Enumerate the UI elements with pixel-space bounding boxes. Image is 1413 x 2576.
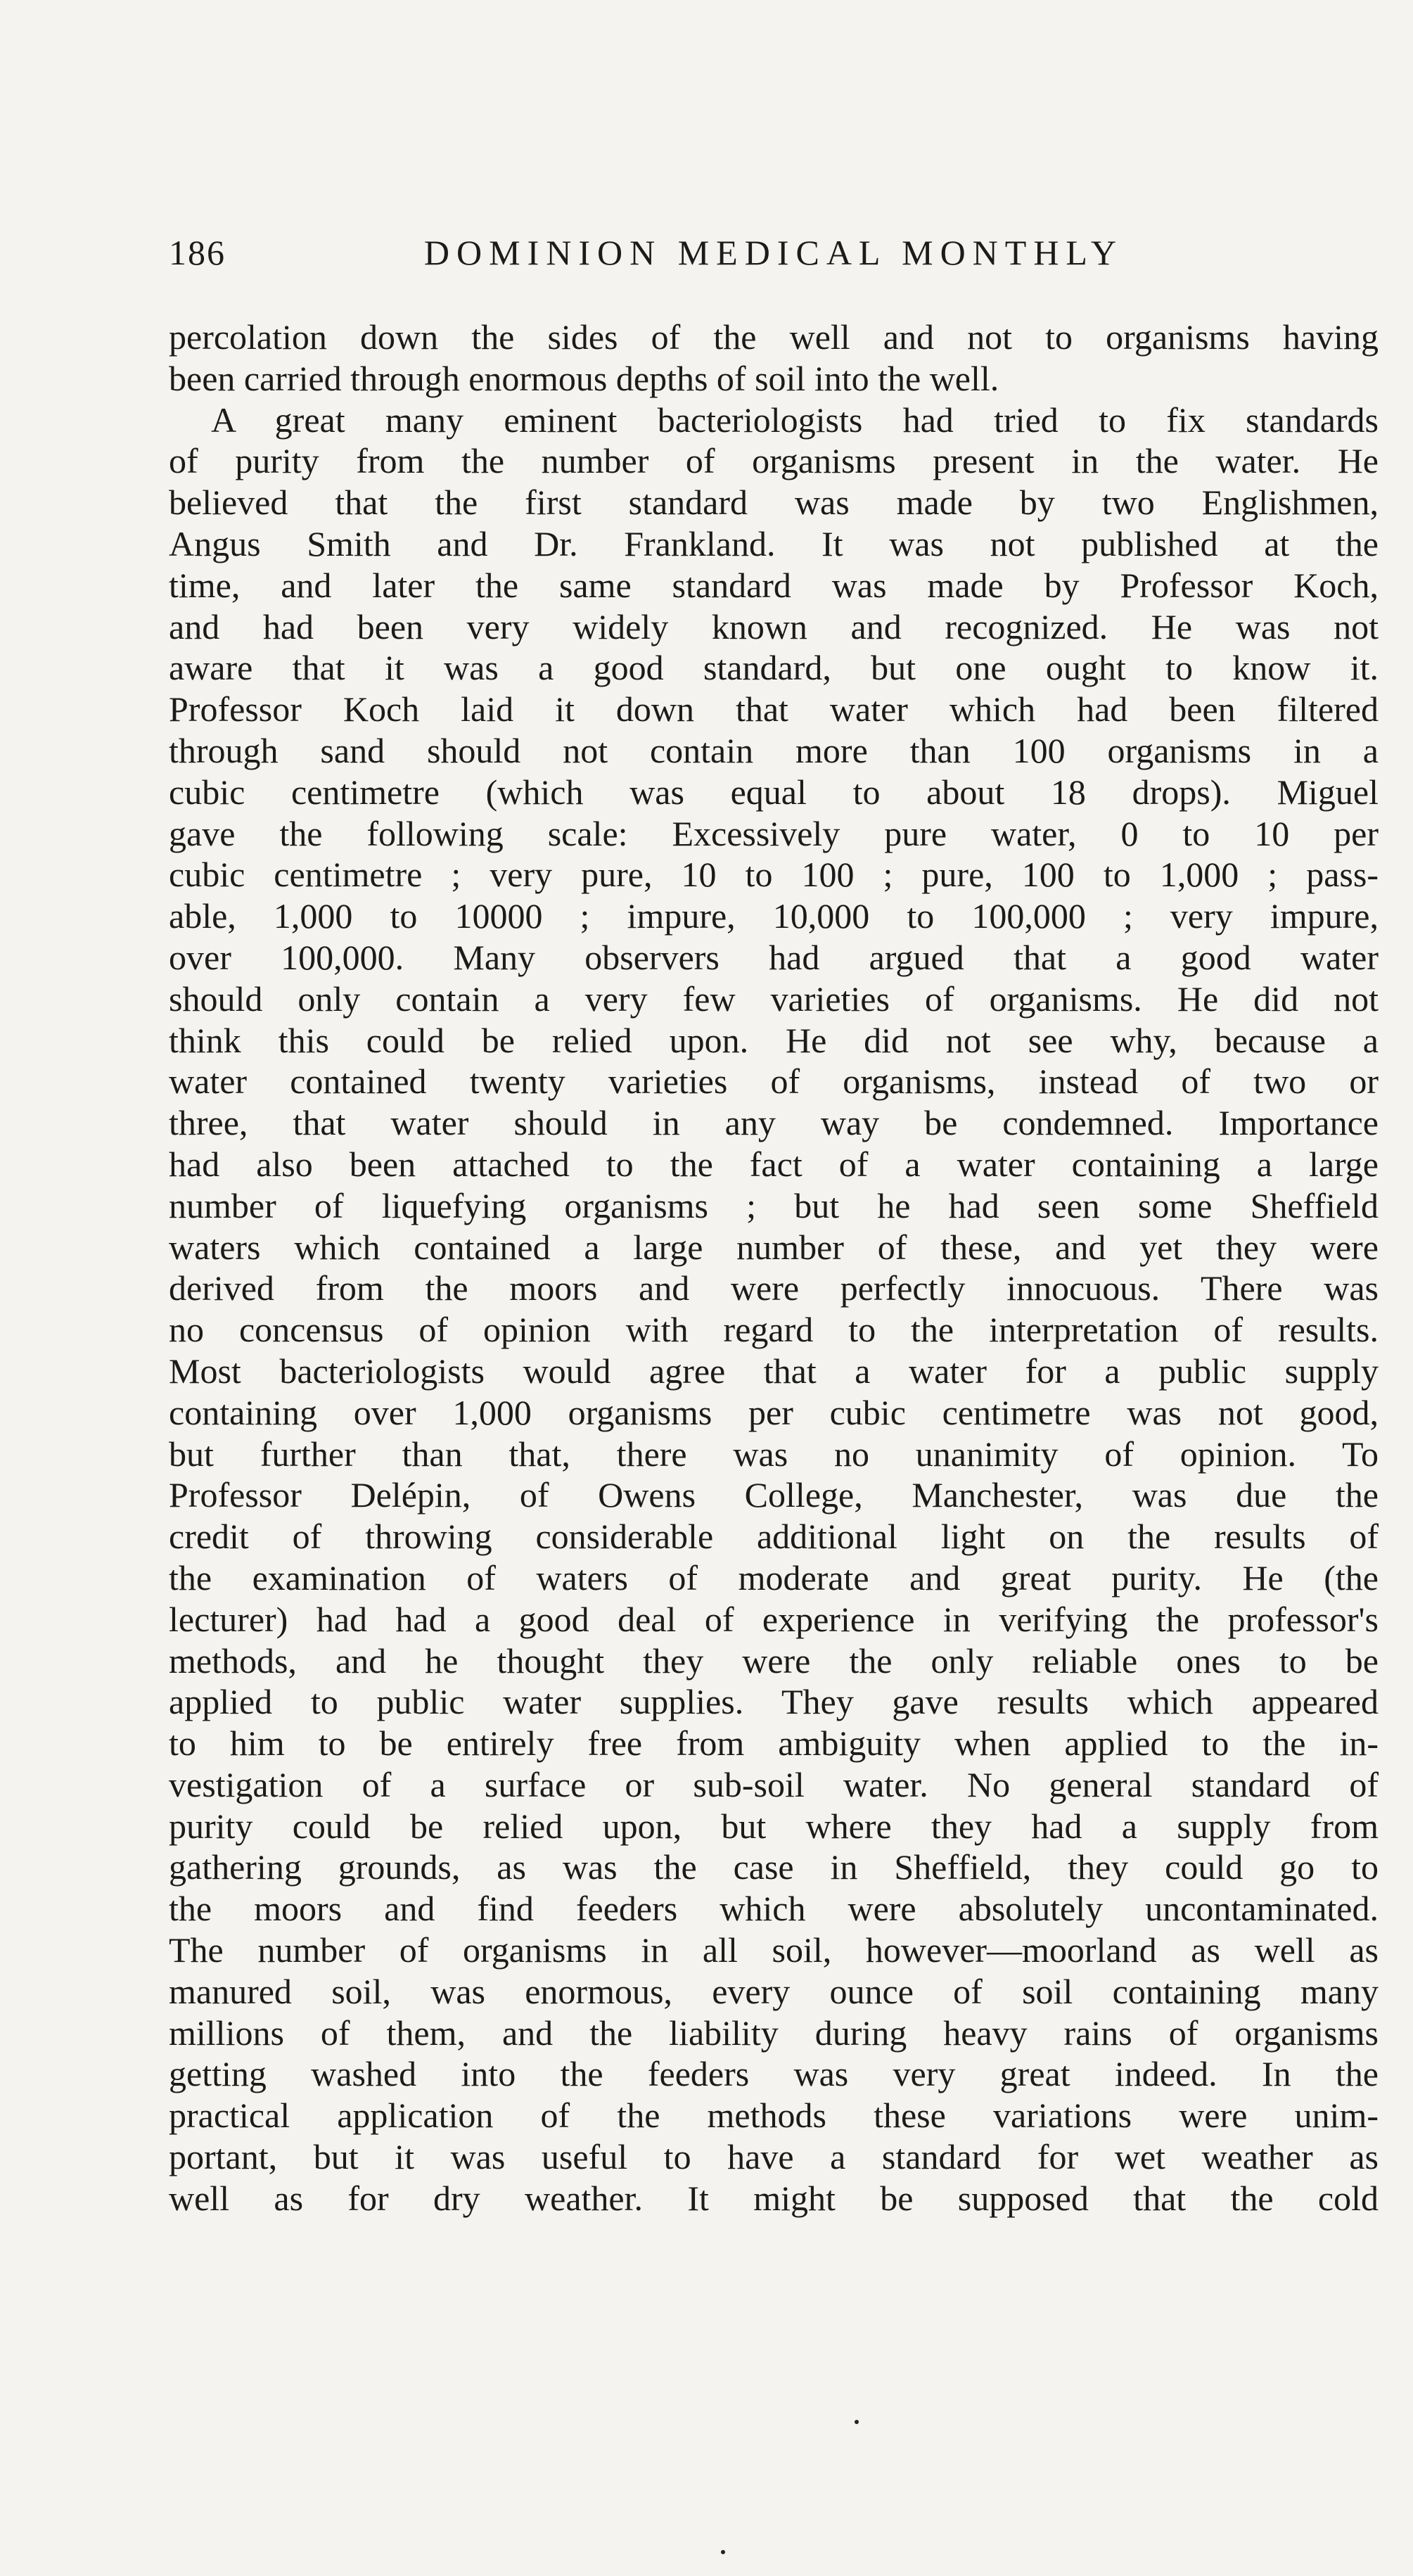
text-line: vestigation of a surface or sub-soil water. No general standard of	[169, 1764, 1379, 1804]
text-line: gave the following scale: Excessively pure water, 0 to 10 per	[169, 813, 1379, 853]
text-line: applied to public water supplies. They gave results which appeared	[169, 1682, 1379, 1722]
text-line: three, that water should in any way be condemned. Importance	[169, 1103, 1379, 1143]
text-line: and had been very widely known and recognized. He was not	[169, 606, 1379, 646]
text-line: Most bacteriologists would agree that a water for a public supply	[169, 1351, 1379, 1391]
text-line: gathering grounds, as was the case in Sheffield, they could go to	[169, 1847, 1379, 1887]
text-line: purity could be relied upon, but where they had a supply from	[169, 1806, 1379, 1846]
journal-title: DOMINION MEDICAL MONTHLY	[423, 233, 1124, 272]
text-line: lecturer) had had a good deal of experience in verifying the professor's	[169, 1599, 1379, 1639]
text-line: percolation down the sides of the well and not to organisms having	[169, 317, 1379, 357]
text-line: water contained twenty varieties of organisms, instead of two or	[169, 1061, 1379, 1102]
running-head	[169, 232, 1379, 288]
text-line: no concensus of opinion with regard to the interpretation of results.	[169, 1310, 1379, 1350]
text-line: A great many eminent bacteriologists had tried to fix standards	[211, 400, 1379, 440]
text-line: number of liquefying organisms ; but he had seen some Sheffield	[169, 1185, 1379, 1225]
text-line: should only contain a very few varieties of organisms. He did not	[169, 978, 1379, 1019]
text-line: cubic centimetre ; very pure, 10 to 100 ; pure, 100 to 1,000 ; pass-	[169, 855, 1379, 895]
text-line: Angus Smith and Dr. Frankland. It was not published at the	[169, 523, 1379, 563]
text-line: manured soil, was enormous, every ounce of soil containing many	[169, 1971, 1379, 2011]
text-line: derived from the moors and were perfectly innocuous. There was	[169, 1268, 1379, 1308]
text-line: Professor Delépin, of Owens College, Manchester, was due the	[169, 1475, 1379, 1515]
text-line: practical application of the methods these variations were unim-	[169, 2096, 1379, 2136]
page-number: 186	[169, 233, 226, 272]
text-line: think this could be relied upon. He did not see why, because a	[169, 1020, 1379, 1060]
text-line: waters which contained a large number of these, and yet they were	[169, 1227, 1379, 1267]
text-line: credit of throwing considerable additional light on the results of	[169, 1517, 1379, 1557]
text-line: been carried through enormous depths of soil into the well.	[169, 358, 999, 398]
text-line: cubic centimetre (which was equal to about 18 drops). Miguel	[169, 772, 1379, 812]
text-line: time, and later the same standard was made by Professor Koch,	[169, 565, 1379, 605]
text-line: to him to be entirely free from ambiguity when applied to the in-	[169, 1723, 1379, 1764]
text-line: over 100,000. Many observers had argued that a good water	[169, 937, 1379, 977]
text-line: had also been attached to the fact of a water containing a large	[169, 1144, 1379, 1184]
text-line: the moors and find feeders which were absolutely uncontaminated.	[169, 1889, 1379, 1929]
article-body	[169, 317, 1379, 2219]
text-line: well as for dry weather. It might be supposed that the cold	[169, 2178, 1379, 2218]
text-line: methods, and he thought they were the only reliable ones to be	[169, 1640, 1379, 1681]
print-speck	[855, 2420, 859, 2424]
text-line: aware that it was a good standard, but one ought to know it.	[169, 648, 1379, 688]
text-line: believed that the first standard was made by two Englishmen,	[169, 483, 1379, 523]
paragraph-1	[169, 317, 1379, 400]
text-line: able, 1,000 to 10000 ; impure, 10,000 to 100,000 ; very impure,	[169, 896, 1379, 936]
print-speck	[721, 2550, 725, 2554]
text-line: getting washed into the feeders was very great indeed. In the	[169, 2054, 1379, 2094]
text-line: The number of organisms in all soil, however—moorland as well as	[169, 1930, 1379, 1970]
text-line: millions of them, and the liability during heavy rains of organisms	[169, 2013, 1379, 2053]
text-line: containing over 1,000 organisms per cubic centimetre was not good,	[169, 1392, 1379, 1432]
text-line: portant, but it was useful to have a standard for wet weather as	[169, 2137, 1379, 2177]
text-line: but further than that, there was no unanimity of opinion. To	[169, 1434, 1379, 1474]
paragraph-2	[169, 400, 1379, 2219]
text-line: the examination of waters of moderate and great purity. He (the	[169, 1557, 1379, 1598]
text-line: Professor Koch laid it down that water which had been filtered	[169, 689, 1379, 729]
text-line: through sand should not contain more than 100 organisms in a	[169, 730, 1379, 770]
text-line: of purity from the number of organisms present in the water. He	[169, 441, 1379, 481]
